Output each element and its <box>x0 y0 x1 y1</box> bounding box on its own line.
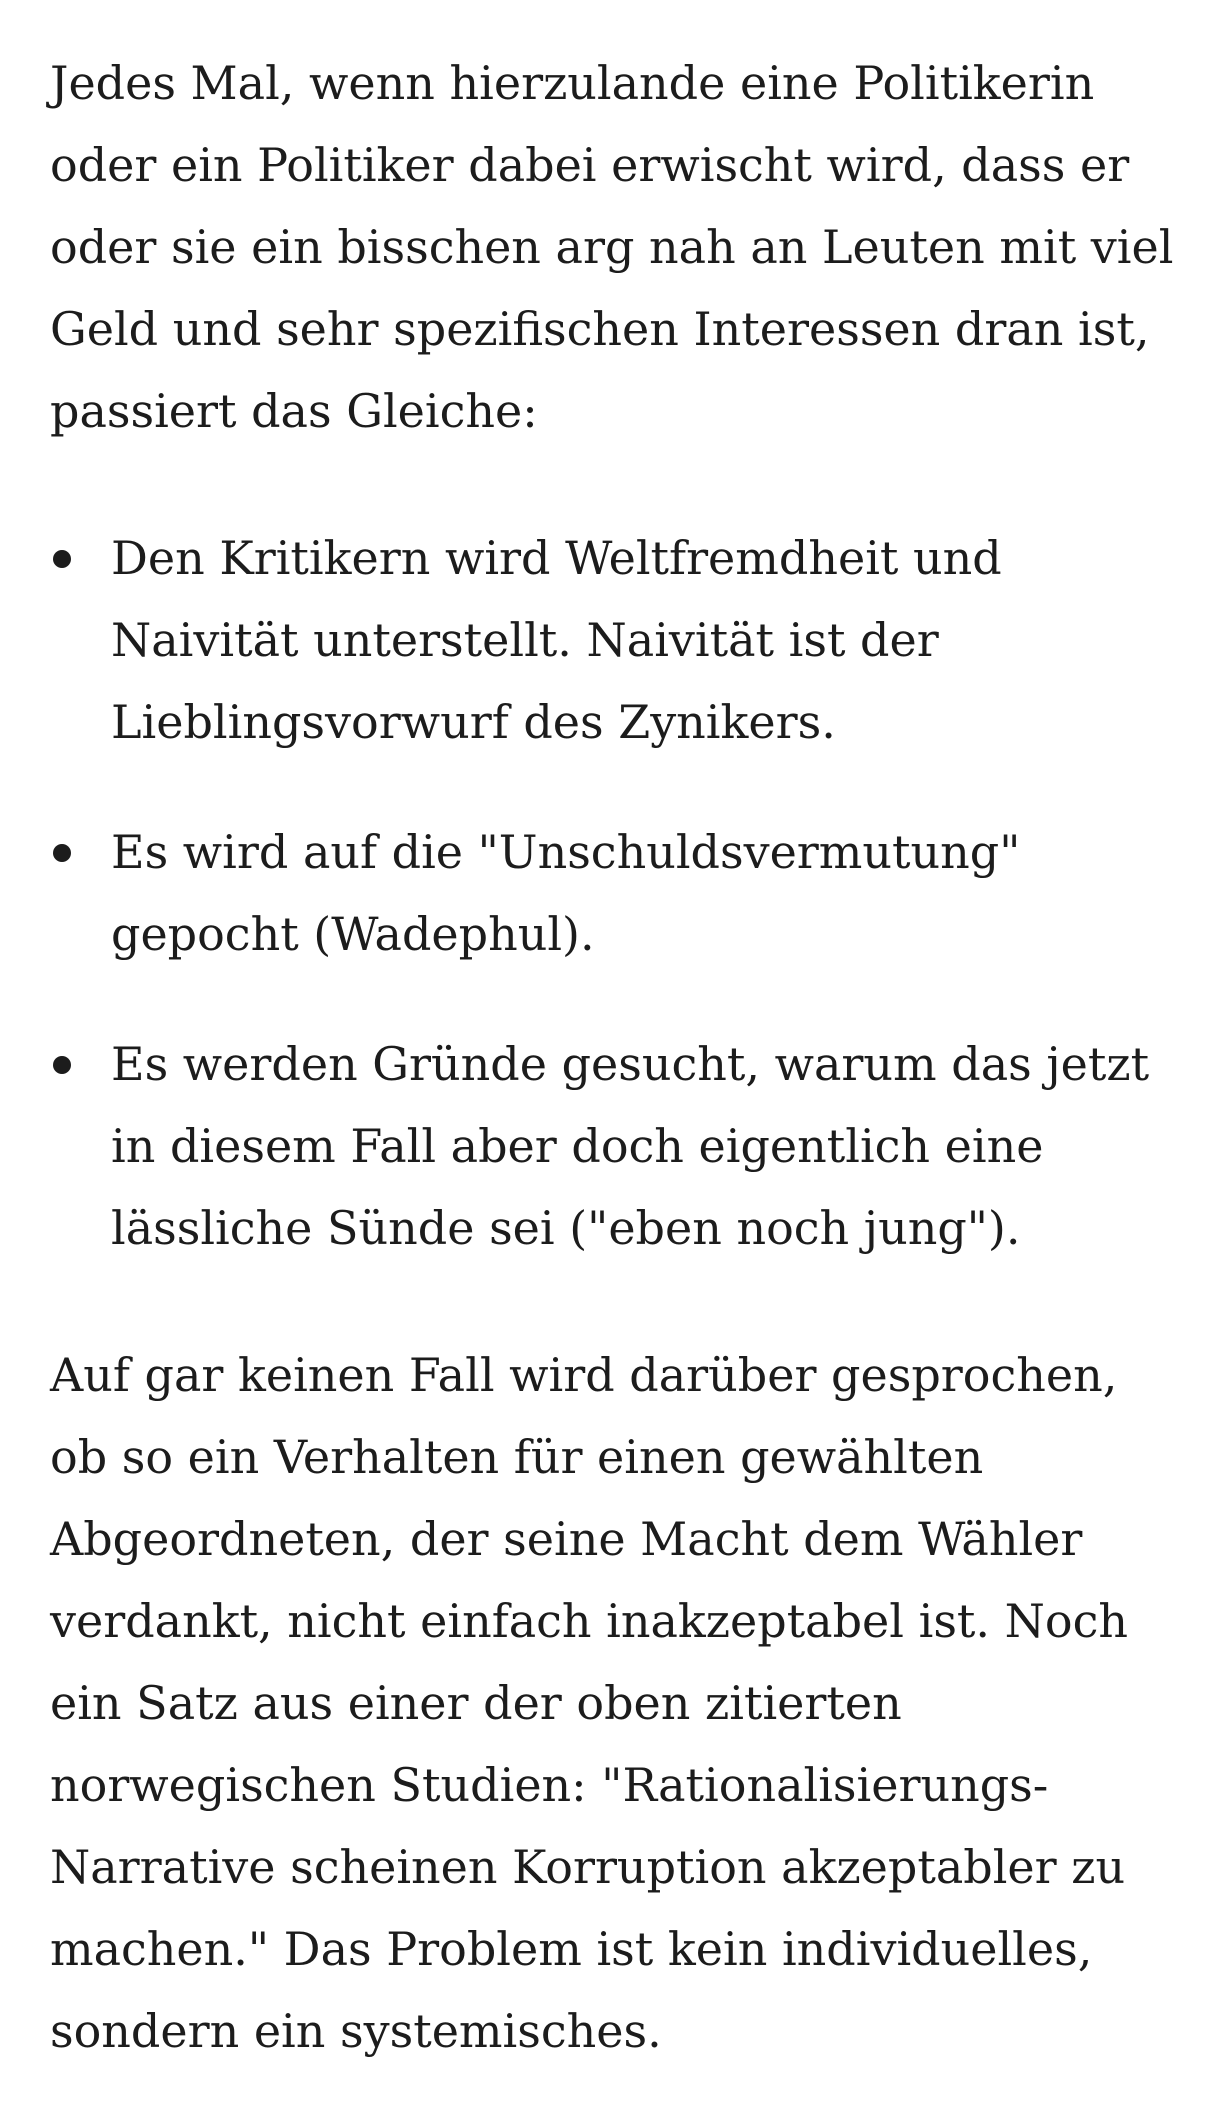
intro-paragraph: Jedes Mal, wenn hierzulande eine Politikerin oder ein Politiker dabei erwischt wird, dass er oder sie ein bisschen arg nah an Leuten mit viel Geld und sehr spezifischen Interessen dran ist, passiert das Gleiche: <box>50 56 1174 438</box>
list-item <box>50 811 1180 975</box>
bullet-icon <box>53 844 71 862</box>
list-item <box>50 1023 1180 1269</box>
bullet-icon <box>53 1056 71 1074</box>
bullet-icon <box>53 550 71 568</box>
list-item <box>50 517 1180 763</box>
bullet-text: Es werden Gründe gesucht, warum das jetzt in diesem Fall aber doch eigentlich eine lässliche Sünde sei ("eben noch jung"). <box>111 1037 1150 1255</box>
bullet-list <box>50 517 1180 1269</box>
bullet-text: Es wird auf die "Unschuldsvermutung" gepocht (Wadephul). <box>111 825 1021 961</box>
article-body <box>50 42 1180 2072</box>
bullet-text: Den Kritikern wird Weltfremdheit und Naivität unterstellt. Naivität ist der Lieblingsvorwurf des Zynikers. <box>111 531 1002 749</box>
conclusion-paragraph: Auf gar keinen Fall wird darüber gesprochen, ob so ein Verhalten für einen gewählten Abgeordneten, der seine Macht dem Wähler verdankt, nicht einfach inakzeptabel ist. Noch ein Satz aus einer der oben zitierten norwegischen Studien: "Rationalisierungs-Narrative scheinen Korruption akzeptabler zu machen." Das Problem ist kein individuelles, sondern ein systemisches. <box>50 1348 1128 2058</box>
